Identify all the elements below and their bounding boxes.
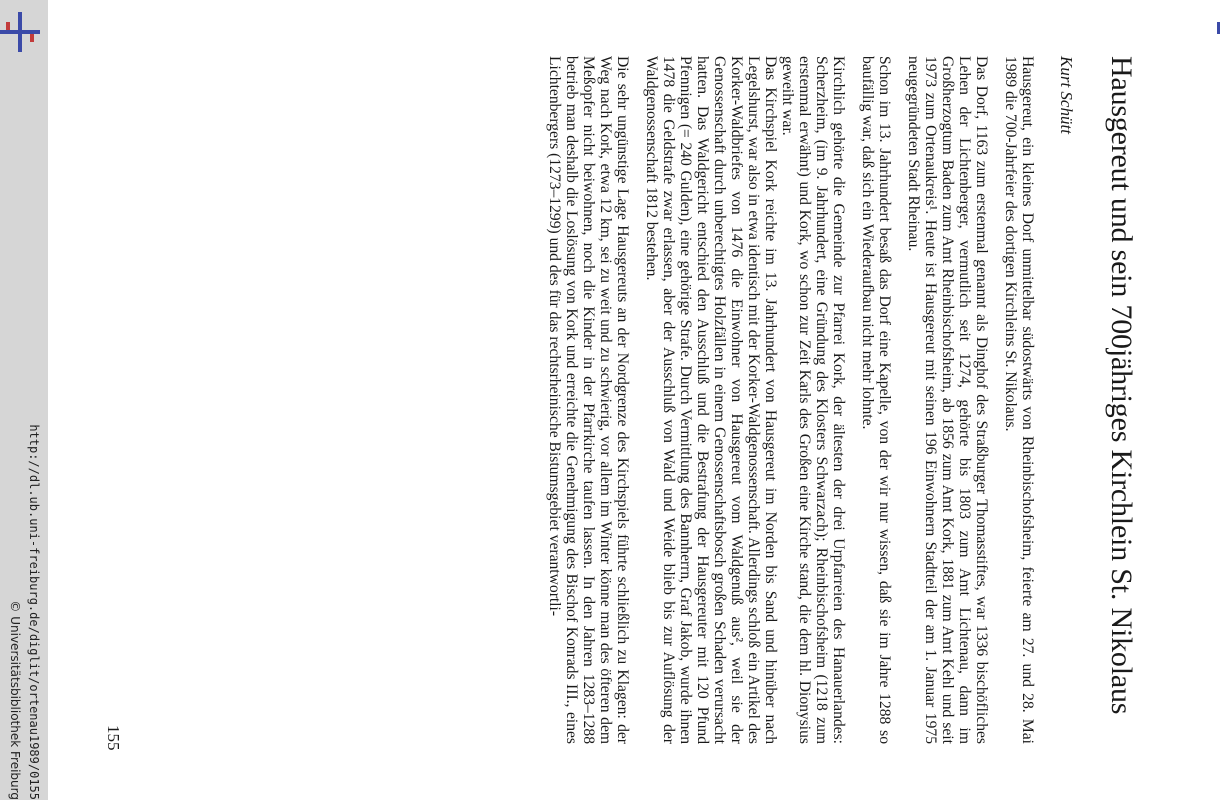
book-page: [48, 0, 1224, 800]
copyright-notice: © Universitätsbibliothek Freiburg: [8, 600, 22, 800]
source-url[interactable]: http://dl.ub.uni-freiburg.de/diglit/ortenau1989/0155: [27, 424, 41, 800]
article-title: Hausgereut und sein 700jähriges Kirchlein St. Nikolaus: [1105, 56, 1138, 715]
paragraph: Das Dorf, 1163 zum erstenmal genannt als Dinghof des Straßburger Thomasstiftes, war 1336 bischöfliches Lehen der Lichtenberger, vermutlich seit 1274, gehörte bis 1803 zum Amt Lichtenau, dann im Großherzogtum Baden zum Amt Rheinbischofsheim, ab 1856 zum Amt Kork, 1881 zum Amt Kehl und seit 1973 zum Ortenaukreis¹. Heute ist Hausgereut mit seinen 196 Einwohnern Stadtteil der am 1. Januar 1975 neugegründeten Stadt Rheinau.: [905, 56, 990, 744]
paragraph: Hausgereut, ein kleines Dorf unmittelbar südostwärts von Rheinbischofsheim, feierte am 27. und 28. Mai 1989 die 700-Jahrfeier des dortigen Kirchleins St. Nikolaus.: [1002, 56, 1036, 744]
viewer-margin: [0, 0, 48, 800]
edge-marker-icon: [1217, 22, 1220, 34]
paragraph: Das Kirchspiel Kork reichte im 13. Jahrhundert von Hausgereut im Norden bis Sand und hinüber nach Legelshurst, war also in etwa identisch mit der Korker-Waldgenossenschaft. Allerdings schloß ein Artikel des Korker-Waldbriefes von 1476 die Einwohner von Hausgereut vom Waldgenuß aus², weil sie der Genossenschaft durch unberechtigtes Holzfällen in einem Genossenschaftsbosch großen Schaden verursacht hatten. Das Waldgericht entschied den Ausschluß und die Bestrafung der Hausgereuter mit 120 Pfund Pfennigen (= 240 Gulden), eine gehörige Strafe. Durch Vermittlung des Bannherrn, Graf Jakob, wurde ihnen 1478 die Geldstrafe zwar erlassen, aber der Ausschluß von Wald und Weide blieb bis zur Auflösung der Waldgenossenschaft 1812 bestehen.: [643, 56, 779, 744]
article-author: Kurt Schütt: [1057, 56, 1076, 134]
scanned-page: [48, 0, 1224, 800]
paragraph: Schon im 13. Jahrhundert besaß das Dorf eine Kapelle, von der wir nur wissen, daß sie im Jahre 1288 so baufällig war, daß sich ein Wiederaufbau nicht mehr lohnte.: [859, 56, 893, 744]
page-number: 155: [104, 725, 123, 751]
paragraph: Kirchlich gehörte die Gemeinde zur Pfarrei Kork, der ältesten der drei Urpfarreien des Hanauerlandes: Scherzheim, (im 9. Jahrhundert, eine Gründung des Klosters Schwarzach); Rheinbischofsheim (1218 zum erstenmal erwähnt) und Kork, wo schon zur Zeit Karls des Großen eine Kirche stand, die dem hl. Dionysius geweiht war.: [779, 56, 847, 744]
paragraph: Die sehr ungünstige Lage Hausgereuts an der Nordgrenze des Kirchspiels führte schließlich zu Klagen: der Weg nach Kork, etwa 12 km, sei zu weit und zu schwierig, vor allem im Winter könne man des öfteren dem Meßopfer nicht beiwohnen, noch die Kinder in der Pfarrkirche taufen lassen. In den Jahren 1283–1288 betrieb man deshalb die Loslösung von Kork und erreichte die Genehmigung des Bischof Konrads III., eines Lichtenbergers (1273–1299) und des für das rechtsrheinische Bistumsgebiet verantwortli-: [546, 56, 631, 744]
